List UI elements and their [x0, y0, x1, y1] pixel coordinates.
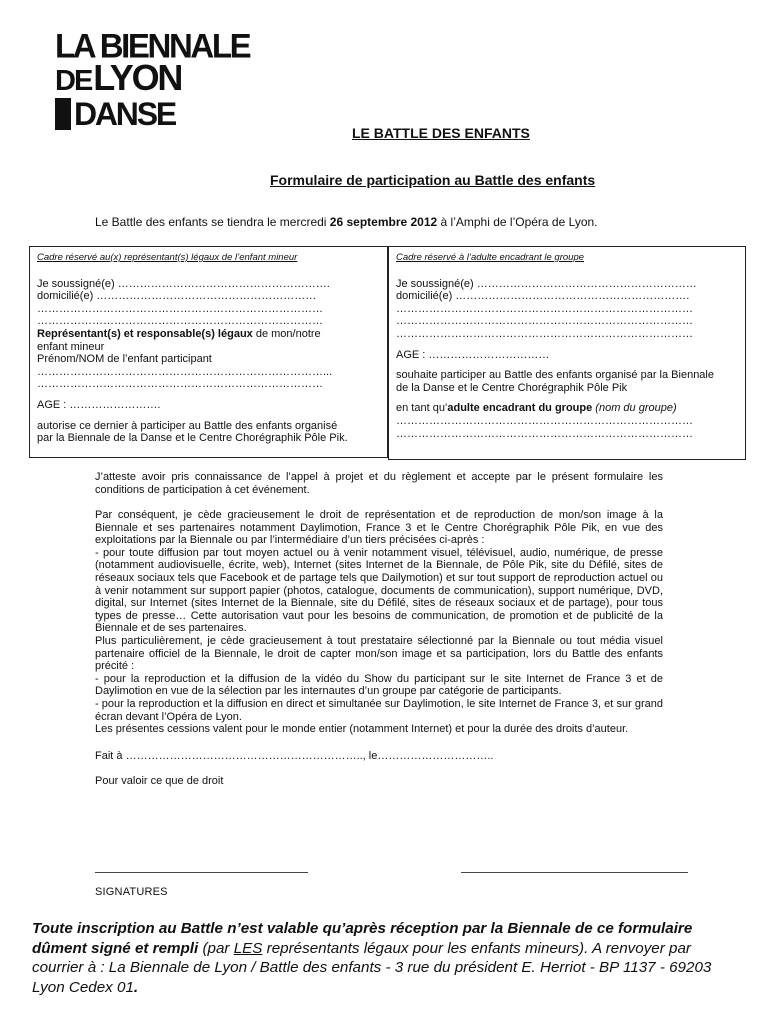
logo-de: DE — [55, 65, 92, 97]
attestation-paragraph — [95, 471, 663, 496]
consent-worldwide: Les présentes cessions valent pour le monde entier (notamment Internet) et pour la durée des droits d’auteur. — [95, 723, 629, 736]
consent-intro: Par conséquent, je cède gracieusement le droit de représentation et de reproduction de mon/son image à la Biennale et ses partenaires notamment Daylimotion, France 3 et le Centre Chorégraphik Pôle Pik, en vue des exploitations par la Biennale ou par l’intermédiaire d’un tiers précisées ci-après : — [95, 509, 663, 547]
guardian-role-line — [37, 328, 381, 341]
adult-role-before: en tant qu’ — [396, 402, 448, 415]
adult-wish-2: de la Danse et le Centre Chorégraphik Pôle Pik — [396, 381, 628, 394]
signature-line-left[interactable] — [95, 872, 308, 873]
child-age-field[interactable]: AGE : ……………………. — [37, 398, 161, 411]
child-name-field-2[interactable]: …………………………………………………………………… — [37, 378, 323, 391]
submission-notice — [32, 919, 744, 997]
adult-wish-1: souhaite participer au Battle des enfants organisé par la Biennale — [396, 369, 714, 382]
guardian-authorization-1: autorise ce dernier à participer au Battle des enfants organisé — [37, 419, 338, 432]
logo-lyon: LYON — [93, 57, 182, 98]
guardian-role-line-2: enfant mineur — [37, 340, 105, 353]
place-date-field[interactable]: Fait à ……………………………………………………….., le………………………….. — [95, 750, 494, 762]
consent-live: - pour la reproduction et la diffusion en direct et simultanée sur Daylimotion, le site Internet de France 3, et sur grand écran devant l’Opéra de Lyon. — [95, 697, 663, 723]
notice-address: représentants légaux pour les enfants mineurs). A renvoyer par courrier à : La Biennale de Lyon / Battle des enfants - 3 rue du président E. Herriot - BP 1137 - 69203 Lyon Cedex 01 — [32, 939, 712, 996]
adult-address-field[interactable]: domicilié(e) ………………………………………………………. — [396, 290, 690, 303]
intro-after: à l’Amphi de l’Opéra de Lyon. — [437, 215, 598, 229]
signature-line-right[interactable] — [461, 872, 688, 873]
attestation-text: J’atteste avoir pris connaissance de l’appel à projet et du règlement et accepte par le présent formulaire les conditions de participation à cet événement. — [95, 471, 663, 496]
notice-paren: (par — [198, 939, 234, 957]
consent-broadcast: - pour toute diffusion par tout moyen actuel ou à venir notamment visuel, télévisuel, audio, numérique, de presse (notamment audiovisuelle, écrite, web), Internet (sites Internet de la Biennale, de Pôle Pik, site du Défilé, sites de réseaux sociaux tels que Facebook et de partage tels que Dailymotion) et sur tout support de reproduction actuel ou à venir notamment sur support papier (photos, catalogue, documents de communication), support numérique, DVD, digital, sur Internet (sites Internet de la Biennale, site du Défilé, sites de réseaux sociaux et de partage), pour tous types de presse… Cette autorisation vaut pour les besoins de communication, de promotion et de publicité de la Biennale et de ses partenaires. — [95, 546, 663, 635]
group-name-field-2[interactable]: ……………………………………………………………………… — [396, 427, 693, 440]
notice-bold: Toute inscription au Battle n’est valable qu’après réception par la Biennale de ce formulaire dûment signé et rempli — [32, 920, 693, 957]
intro-date: 26 septembre 2012 — [329, 215, 438, 229]
group-name-field[interactable]: ……………………………………………………………………… — [396, 414, 693, 427]
logo-black-block — [55, 98, 71, 130]
child-name-label: Prénom/NOM de l’enfant participant — [37, 353, 212, 366]
guardian-role-bold: Représentant(s) et responsable(s) légaux — [37, 327, 253, 340]
adult-address-line-2[interactable]: ……………………………………………………………………… — [396, 302, 693, 315]
signatures-label: SIGNATURES — [95, 886, 168, 898]
biennale-logo — [55, 25, 250, 132]
adult-role-bold: adulte encadrant du groupe — [447, 402, 593, 415]
guardian-box-heading: Cadre réservé au(x) représentant(s) légaux de l’enfant mineur — [37, 252, 298, 263]
notice-final-dot: . — [133, 978, 139, 996]
adult-role-line — [396, 402, 739, 415]
logo-line-de-lyon — [55, 57, 182, 98]
adult-address-line-3[interactable]: ……………………………………………………………………… — [396, 315, 693, 328]
notice-les: LES — [233, 939, 263, 957]
intro-line — [95, 215, 598, 229]
page-title: LE BATTLE DES ENFANTS — [352, 125, 530, 141]
consent-video: - pour la reproduction et la diffusion de la vidéo du Show du participant sur le site Internet de France 3 et de Daylimotion en vue de la sélection par les internautes d’un groupe par catégorie de participants. — [95, 672, 663, 698]
guardian-name-field[interactable]: Je soussigné(e) …………………………………………………. — [37, 277, 330, 290]
consent-capture: Plus particulièrement, je cède gracieusement à tout prestataire sélectionné par la Biennale ou tout média visuel partenaire officiel de la Biennale, le droit de capter mon/son image et sa participation, lors du Battle des enfants précité : — [95, 634, 663, 673]
guardian-role-rest: de mon/notre — [252, 327, 321, 340]
adult-leader-box — [388, 246, 746, 460]
adult-box-heading: Cadre réservé à l’adulte encadrant le groupe — [396, 252, 585, 263]
guardian-box — [29, 246, 388, 458]
adult-name-field[interactable]: Je soussigné(e) …………………………………………………… — [396, 277, 697, 290]
adult-address-line-4[interactable]: ……………………………………………………………………… — [396, 327, 693, 340]
form-subtitle: Formulaire de participation au Battle des enfants — [270, 172, 596, 188]
valid-statement: Pour valoir ce que de droit — [95, 775, 224, 787]
child-name-field[interactable]: ……………………………………………………………………... — [37, 365, 333, 378]
logo-line-danse — [55, 96, 175, 132]
guardian-address-line-3[interactable]: …………………………………………………………………… — [37, 315, 323, 328]
guardian-address-field[interactable]: domicilié(e) …………………………………………………… — [37, 290, 317, 303]
adult-age-field[interactable]: AGE : …………………………… — [396, 348, 550, 361]
adult-role-italic: (nom du groupe) — [592, 402, 677, 415]
image-rights-section — [95, 509, 663, 736]
guardian-address-line-2[interactable]: …………………………………………………………………… — [37, 302, 323, 315]
guardian-authorization-2: par la Biennale de la Danse et le Centre Chorégraphik Pôle Pik. — [37, 432, 348, 445]
logo-line-biennale: LA BIENNALE — [55, 25, 250, 65]
logo-danse: DANSE — [73, 96, 175, 132]
intro-before: Le Battle des enfants se tiendra le mercredi — [95, 215, 330, 229]
